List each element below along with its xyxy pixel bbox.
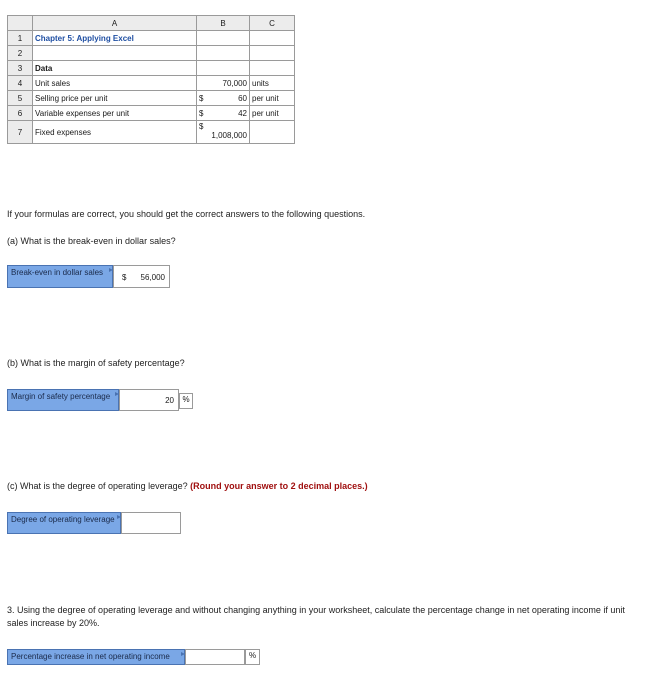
cell-c5: per unit xyxy=(250,91,295,106)
row-number: 5 xyxy=(8,91,33,106)
operating-leverage-label: Degree of operating leverage xyxy=(7,512,121,534)
cell-b5-value: 60 xyxy=(238,93,247,103)
cell-a7: Fixed expenses xyxy=(33,121,197,144)
cell-b2 xyxy=(197,46,250,61)
currency-symbol: $ xyxy=(199,122,204,131)
margin-of-safety-value: 20 xyxy=(165,396,174,405)
col-header-c: C xyxy=(250,16,295,31)
breakeven-label: Break-even in dollar sales xyxy=(7,265,113,288)
cell-c7 xyxy=(250,121,295,144)
row-number: 6 xyxy=(8,106,33,121)
cell-c4: units xyxy=(250,76,295,91)
col-header-b: B xyxy=(197,16,250,31)
question-b: (b) What is the margin of safety percentage? xyxy=(7,358,185,368)
question-c-text: (c) What is the degree of operating leverage? xyxy=(7,481,188,491)
cell-b7 xyxy=(197,121,250,144)
breakeven-answer-field[interactable] xyxy=(113,265,170,288)
cell-a2 xyxy=(33,46,197,61)
question-a: (a) What is the break-even in dollar sales? xyxy=(7,236,176,246)
cell-c1 xyxy=(250,31,295,46)
currency-symbol: $ xyxy=(199,93,204,103)
question-c xyxy=(7,481,368,491)
cell-a1: Chapter 5: Applying Excel xyxy=(33,31,197,46)
breakeven-value: 56,000 xyxy=(140,273,165,282)
cell-c3 xyxy=(250,61,295,76)
operating-leverage-answer-field[interactable] xyxy=(121,512,181,534)
percent-unit: % xyxy=(245,649,260,665)
rounding-note: (Round your answer to 2 decimal places.) xyxy=(190,481,368,491)
row-number: 4 xyxy=(8,76,33,91)
cell-b1 xyxy=(197,31,250,46)
row-number: 3 xyxy=(8,61,33,76)
percent-unit: % xyxy=(179,393,193,409)
margin-of-safety-label: Margin of safety percentage xyxy=(7,389,119,411)
cell-a5: Selling price per unit xyxy=(33,91,197,106)
row-number: 1 xyxy=(8,31,33,46)
cell-b3 xyxy=(197,61,250,76)
cell-b5 xyxy=(197,91,250,106)
currency-symbol: $ xyxy=(199,108,204,118)
cell-b4 xyxy=(197,76,250,91)
cell-a6: Variable expenses per unit xyxy=(33,106,197,121)
cell-a4: Unit sales xyxy=(33,76,197,91)
currency-symbol: $ xyxy=(122,273,127,282)
cell-c6: per unit xyxy=(250,106,295,121)
cell-b7-value: 1,008,000 xyxy=(211,131,247,140)
margin-of-safety-answer-field[interactable] xyxy=(119,389,179,411)
corner-cell xyxy=(8,16,33,31)
intro-text: If your formulas are correct, you should get the correct answers to the following questions. xyxy=(7,209,366,219)
question-3: 3. Using the degree of operating leverage and without changing anything in your worksheet, calculate the percentage change in net operating income if unit sales increase by 20%. xyxy=(7,605,625,628)
row-number: 2 xyxy=(8,46,33,61)
cell-b6-value: 42 xyxy=(238,108,247,118)
cell-b4-value: 70,000 xyxy=(222,78,247,88)
net-income-increase-answer-field[interactable] xyxy=(185,649,245,665)
row-number: 7 xyxy=(8,121,33,144)
cell-c2 xyxy=(250,46,295,61)
excel-sheet xyxy=(7,15,295,144)
cell-b6 xyxy=(197,106,250,121)
cell-a3: Data xyxy=(33,61,197,76)
net-income-increase-label: Percentage increase in net operating income xyxy=(7,649,185,665)
col-header-a: A xyxy=(33,16,197,31)
